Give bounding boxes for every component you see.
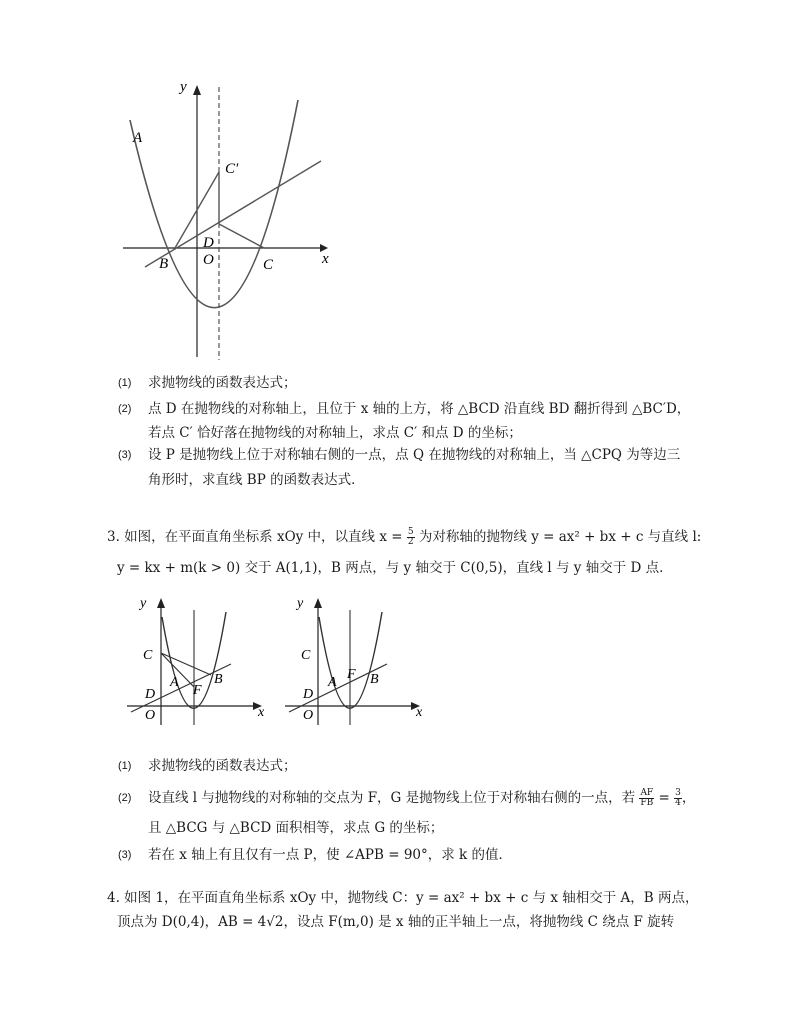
q2-item-2-number: (2) — [118, 403, 132, 415]
segment-cb — [161, 653, 211, 675]
label-y: y — [140, 596, 147, 611]
label-x: x — [258, 705, 265, 720]
q3-intro-line2: y = kx + m(k > 0) 交于 A(1,1)，B 两点，与 y 轴交于 C(0,5)，直线 l 与 y 轴交于 D 点． — [117, 560, 673, 576]
q3-item-2-lead: 设直线 l 与抛物线的对称轴的交点为 F，G 是抛物线上位于对称轴右侧的一点，若 — [148, 790, 640, 806]
q3-item-2-frac-af-fb — [639, 789, 654, 808]
parabola-curve — [130, 100, 298, 308]
q3-item-2-text-b: 且 △BCG 与 △BCD 面积相等，求点 G 的坐标； — [148, 820, 444, 836]
q2-item-1-text: 求抛物线的函数表达式； — [148, 375, 297, 391]
y-axis-arrow — [157, 598, 165, 608]
label-o: O — [303, 708, 314, 723]
label-x: x — [322, 251, 329, 267]
label-x: x — [416, 705, 423, 720]
figure-3-right — [283, 592, 433, 727]
label-f: F — [347, 667, 356, 682]
label-c-prime: C′ — [225, 161, 239, 177]
q2-item-3-text-b: 角形时，求直线 BP 的函数表达式． — [148, 472, 365, 488]
label-b: B — [214, 672, 223, 687]
label-b: B — [159, 256, 169, 272]
label-c: C — [143, 648, 153, 663]
label-d: D — [145, 687, 156, 702]
q3-fraction — [407, 528, 415, 547]
q3-item-2-frac-3-4 — [674, 789, 682, 808]
q2-item-2-text-a: 点 D 在抛物线的对称轴上，且位于 x 轴的上方，将 △BCD 沿直线 BD 翻折得到 △BC′D， — [148, 401, 691, 417]
label-c: C — [263, 257, 274, 273]
q3-item-2-tail: ， — [681, 790, 696, 806]
q3-item-2-number: (2) — [118, 792, 132, 804]
q4-line1: 4. 如图 1，在平面直角坐标系 xOy 中，抛物线 C：y = ax² + bx + c 与 x 轴相交于 A，B 两点， — [107, 890, 699, 906]
q3-intro-line1 — [107, 528, 701, 547]
label-a: A — [328, 675, 337, 690]
label-d: D — [303, 687, 314, 702]
label-o: O — [203, 252, 214, 268]
label-y: y — [297, 596, 304, 611]
frac-top: AF — [640, 788, 654, 798]
label-b: B — [370, 672, 379, 687]
label-d: D — [203, 235, 214, 251]
q3-intro-line1-a: 3. 如图，在平面直角坐标系 xOy 中，以直线 x = — [107, 529, 407, 545]
q3-item-2-eq: = — [654, 790, 675, 806]
q2-item-1-number: (1) — [118, 377, 132, 389]
figure-1-parabola — [115, 75, 345, 365]
q3-item-3-text: 若在 x 轴上有且仅有一点 P，使 ∠APB = 90°，求 k 的值． — [148, 847, 513, 863]
label-a: A — [133, 130, 143, 146]
figure-3-left — [125, 592, 275, 727]
frac-top: 3 — [675, 788, 681, 798]
q3-frac-top: 5 — [407, 527, 414, 537]
q2-item-3-text-a: 设 P 是抛物线上位于对称轴右侧的一点，点 Q 在抛物线的对称轴上，当 △CPQ 为等边三 — [148, 447, 681, 463]
frac-bottom: 4 — [675, 798, 681, 808]
q2-item-3-number: (3) — [118, 449, 132, 461]
q3-item-1-number: (1) — [118, 760, 132, 772]
label-y: y — [180, 79, 187, 95]
frac-bottom: FB — [640, 798, 654, 808]
q3-item-2-text-a — [148, 789, 695, 808]
q3-frac-bottom: 2 — [407, 537, 414, 547]
q3-intro-line1-b: 为对称轴的抛物线 y = ax² + bx + c 与直线 l: — [414, 529, 702, 545]
label-f: F — [193, 683, 202, 698]
segment-dc — [219, 224, 264, 248]
q2-item-2-text-b: 若点 C′ 恰好落在抛物线的对称轴上，求点 C′ 和点 D 的坐标； — [148, 425, 522, 441]
label-c: C — [301, 648, 311, 663]
y-axis-arrow — [314, 598, 322, 608]
q3-item-3-number: (3) — [118, 849, 132, 861]
label-o: O — [145, 708, 156, 723]
label-a: A — [170, 675, 179, 690]
q4-line2: 顶点为 D(0,4)，AB = 4√2，设点 F(m,0) 是 x 轴的正半轴上一点，将抛物线 C 绕点 F 旋转 — [117, 914, 675, 930]
q3-item-1-text: 求抛物线的函数表达式； — [148, 758, 297, 774]
y-axis-arrow — [193, 85, 201, 95]
